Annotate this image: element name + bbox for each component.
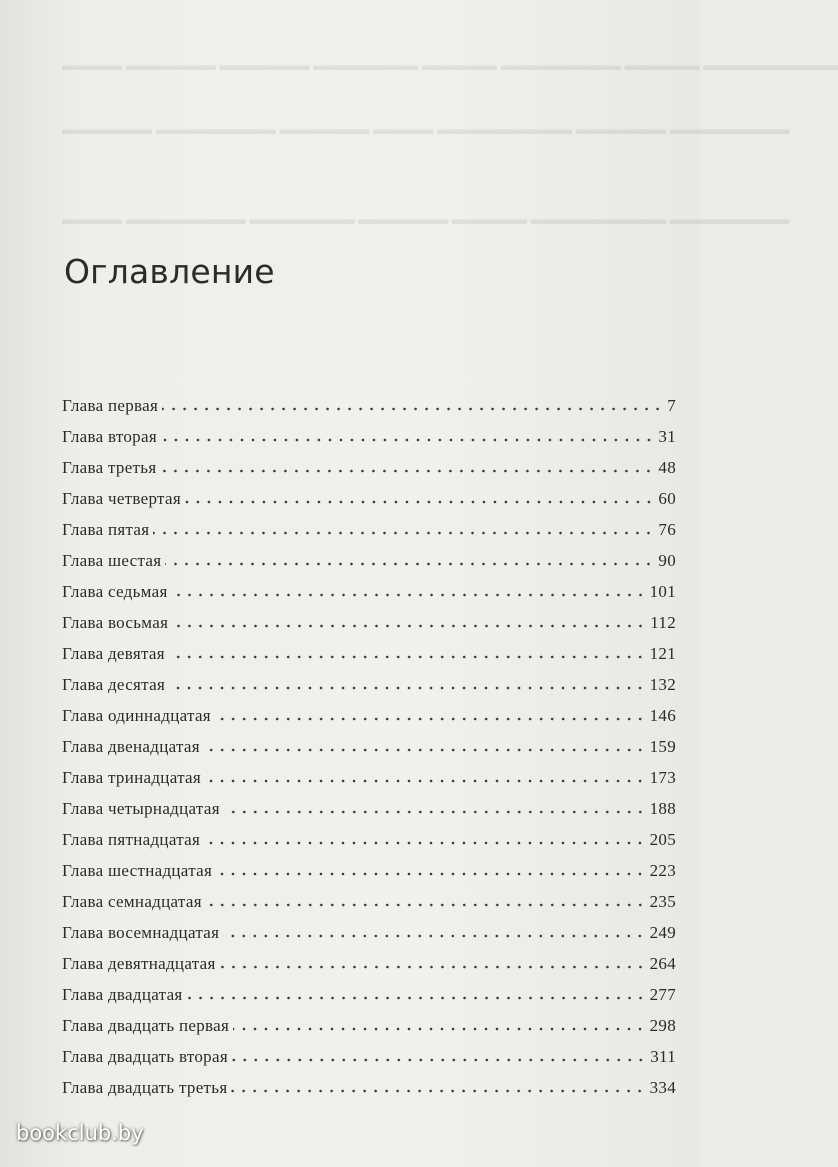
toc-page-number: 264 bbox=[649, 954, 676, 973]
toc-chapter-title: Глава вторая bbox=[62, 427, 157, 446]
toc-entry bbox=[62, 551, 676, 582]
toc-entry bbox=[62, 520, 676, 551]
toc-chapter-title: Глава одиннадцатая bbox=[62, 706, 211, 725]
dot-leader bbox=[220, 965, 646, 969]
toc-chapter-title: Глава девятнадцатая bbox=[62, 954, 216, 973]
dot-leader bbox=[204, 841, 645, 845]
toc-entry bbox=[62, 985, 676, 1016]
toc-page-number: 334 bbox=[649, 1078, 676, 1097]
toc-entry bbox=[62, 1078, 676, 1109]
toc-chapter-title: Глава четвертая bbox=[62, 489, 181, 508]
toc-page-number: 205 bbox=[649, 830, 676, 849]
toc-page-number: 235 bbox=[649, 892, 676, 911]
toc-page-number: 60 bbox=[658, 489, 676, 508]
dot-leader bbox=[205, 779, 646, 783]
dot-leader bbox=[169, 655, 646, 659]
toc-page-number: 223 bbox=[649, 861, 676, 880]
dot-leader bbox=[185, 500, 654, 504]
toc-entry bbox=[62, 737, 676, 768]
toc-page-number: 188 bbox=[649, 799, 676, 818]
toc-page-number: 249 bbox=[649, 923, 676, 942]
show-through-texture: ▬▬▬▬▬▬ ▬▬▬▬▬▬▬▬ ▬▬▬▬▬▬ ▬▬▬▬ ▬▬▬▬▬▬▬▬▬ ▬▬▬▬▬▬ ▬▬▬▬▬▬▬▬ bbox=[62, 122, 790, 138]
toc-chapter-title: Глава двенадцатая bbox=[62, 737, 200, 756]
toc-entry bbox=[62, 458, 676, 489]
dot-leader bbox=[172, 593, 646, 597]
toc-chapter-title: Глава первая bbox=[62, 396, 159, 415]
toc-entry bbox=[62, 706, 676, 737]
toc-entry bbox=[62, 954, 676, 985]
dot-leader bbox=[160, 469, 654, 473]
show-through-texture: ▬▬▬▬ ▬▬▬▬▬▬ ▬▬▬▬▬▬ ▬▬▬▬▬▬▬ ▬▬▬▬▬ ▬▬▬▬▬▬▬▬ ▬▬▬▬▬ ▬▬▬▬▬▬▬▬▬ bbox=[62, 58, 838, 74]
toc-chapter-title: Глава двадцать третья bbox=[62, 1078, 228, 1097]
toc-chapter-title: Глава двадцатая bbox=[62, 985, 183, 1004]
dot-leader bbox=[215, 717, 646, 721]
dot-leader bbox=[165, 562, 654, 566]
toc-chapter-title: Глава шестая bbox=[62, 551, 162, 570]
toc-entry bbox=[62, 582, 676, 613]
toc-page-number: 101 bbox=[649, 582, 676, 601]
toc-page-number: 159 bbox=[649, 737, 676, 756]
toc-page-number: 48 bbox=[658, 458, 676, 477]
toc-chapter-title: Глава пятнадцатая bbox=[62, 830, 201, 849]
toc-page-number: 31 bbox=[658, 427, 676, 446]
toc-entry bbox=[62, 768, 676, 799]
toc-entry bbox=[62, 1047, 676, 1078]
toc-chapter-title: Глава восьмая bbox=[62, 613, 169, 632]
toc-page-number: 7 bbox=[667, 396, 676, 415]
toc-chapter-title: Глава восемнадцатая bbox=[62, 923, 220, 942]
toc-page-number: 132 bbox=[649, 675, 676, 694]
dot-leader bbox=[153, 531, 654, 535]
dot-leader bbox=[223, 934, 645, 938]
dot-leader bbox=[172, 624, 646, 628]
toc-chapter-title: Глава девятая bbox=[62, 644, 165, 663]
toc-page-number: 277 bbox=[649, 985, 676, 1004]
dot-leader bbox=[233, 1027, 646, 1031]
dot-leader bbox=[224, 810, 646, 814]
toc-entry bbox=[62, 613, 676, 644]
toc-page-number: 90 bbox=[658, 551, 676, 570]
toc-chapter-title: Глава седьмая bbox=[62, 582, 168, 601]
page-title: Оглавление bbox=[64, 252, 275, 291]
dot-leader bbox=[169, 686, 646, 690]
toc-page-number: 76 bbox=[658, 520, 676, 539]
dot-leader bbox=[206, 903, 646, 907]
toc-page-number: 146 bbox=[649, 706, 676, 725]
toc-entry bbox=[62, 427, 676, 458]
toc-entry bbox=[62, 799, 676, 830]
show-through-texture: ▬▬▬▬ ▬▬▬▬▬▬▬▬ ▬▬▬▬▬▬▬ ▬▬▬▬▬▬ ▬▬▬▬▬ ▬▬▬▬▬▬▬▬▬ ▬▬▬▬▬▬▬▬ bbox=[62, 212, 790, 228]
dot-leader bbox=[216, 872, 645, 876]
site-watermark: bookclub.by bbox=[16, 1121, 144, 1145]
toc-entry bbox=[62, 892, 676, 923]
toc-entry bbox=[62, 644, 676, 675]
toc-chapter-title: Глава пятая bbox=[62, 520, 150, 539]
toc-page-number: 112 bbox=[650, 613, 676, 632]
table-of-contents bbox=[62, 396, 676, 1109]
toc-chapter-title: Глава третья bbox=[62, 458, 157, 477]
toc-chapter-title: Глава шестнадцатая bbox=[62, 861, 213, 880]
dot-leader bbox=[204, 748, 646, 752]
dot-leader bbox=[232, 1058, 646, 1062]
toc-entry bbox=[62, 396, 676, 427]
toc-entry bbox=[62, 861, 676, 892]
toc-entry bbox=[62, 830, 676, 861]
dot-leader bbox=[187, 996, 646, 1000]
toc-page-number: 121 bbox=[649, 644, 676, 663]
toc-entry bbox=[62, 923, 676, 954]
toc-chapter-title: Глава двадцать первая bbox=[62, 1016, 230, 1035]
toc-page-number: 311 bbox=[650, 1047, 676, 1066]
dot-leader bbox=[231, 1089, 645, 1093]
toc-chapter-title: Глава семнадцатая bbox=[62, 892, 202, 911]
toc-page-number: 173 bbox=[649, 768, 676, 787]
toc-chapter-title: Глава четырнадцатая bbox=[62, 799, 220, 818]
toc-chapter-title: Глава тринадцатая bbox=[62, 768, 202, 787]
toc-entry bbox=[62, 675, 676, 706]
toc-entry bbox=[62, 489, 676, 520]
toc-chapter-title: Глава двадцать вторая bbox=[62, 1047, 228, 1066]
dot-leader bbox=[162, 407, 663, 411]
toc-entry bbox=[62, 1016, 676, 1047]
dot-leader bbox=[161, 438, 654, 442]
toc-chapter-title: Глава десятая bbox=[62, 675, 166, 694]
toc-page-number: 298 bbox=[649, 1016, 676, 1035]
